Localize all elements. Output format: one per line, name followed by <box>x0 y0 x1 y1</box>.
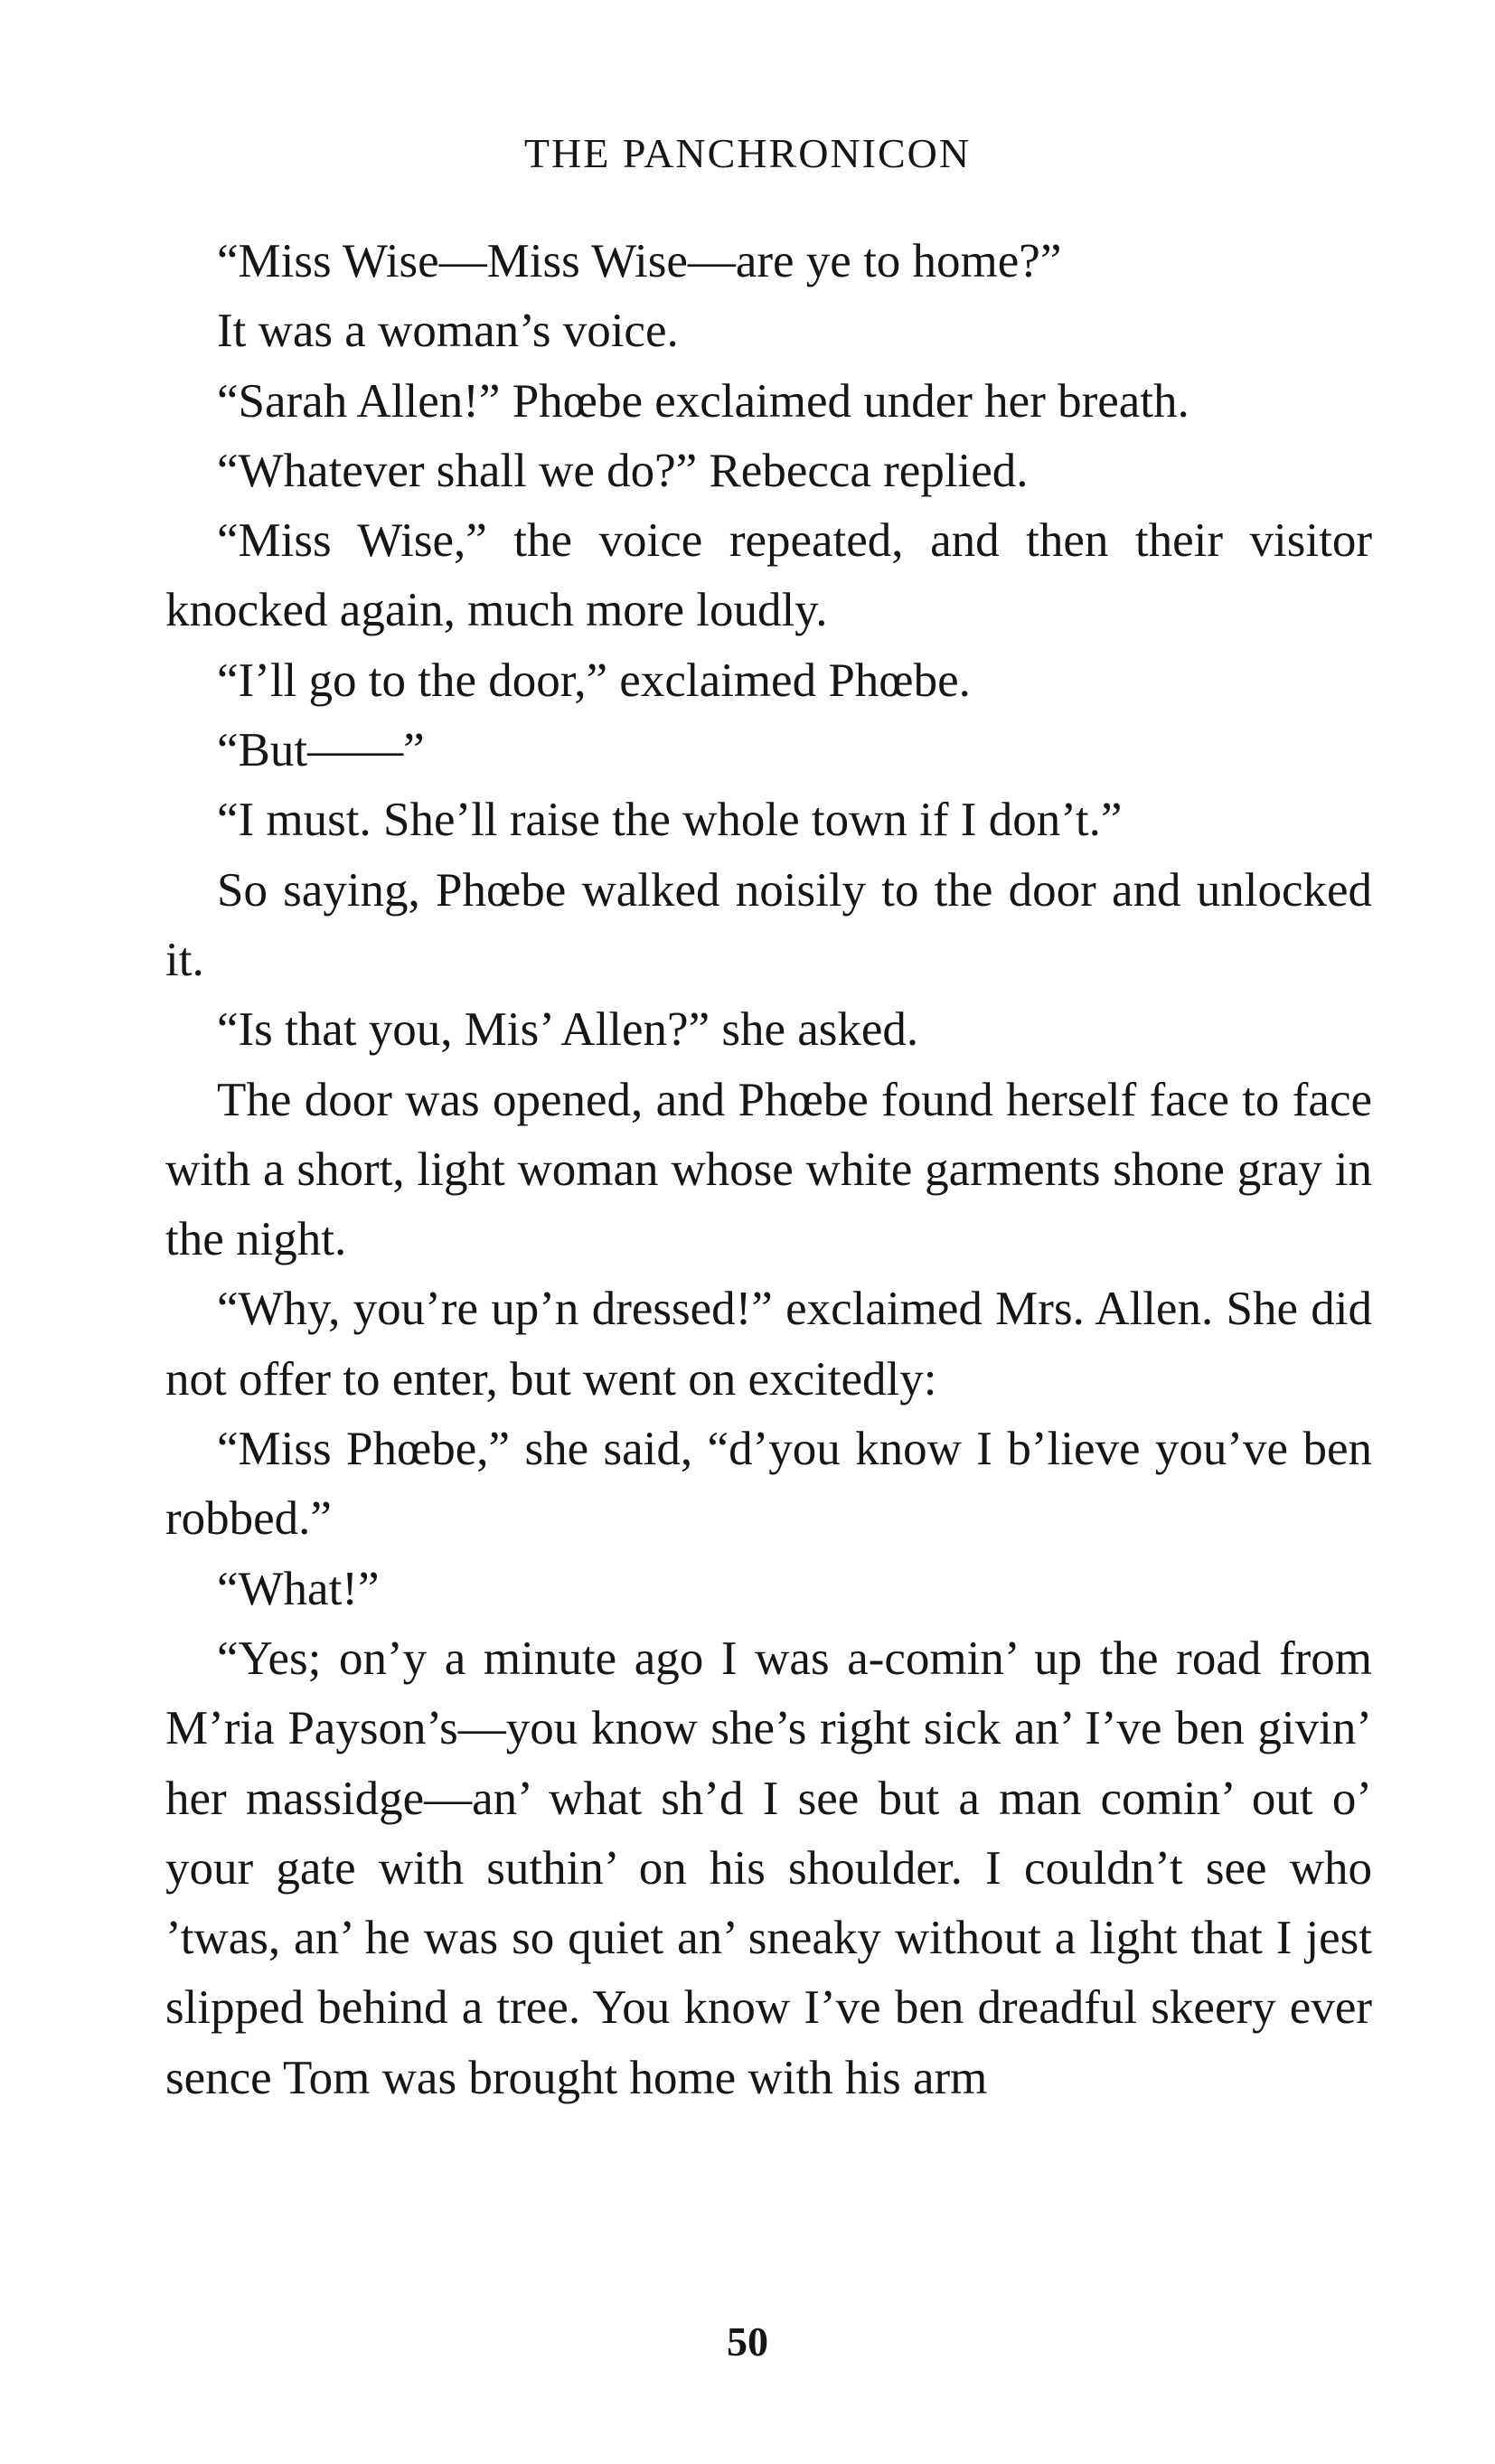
paragraph: “Miss Wise,” the voice repeated, and then their visitor knocked again, much more loudly. <box>165 514 1372 637</box>
paragraph: “Is that you, Mis’ Allen?” she asked. <box>217 1003 919 1057</box>
paragraph: “I’ll go to the door,” exclaimed Phœbe. <box>217 654 971 707</box>
running-head: THE PANCHRONICON <box>523 130 972 176</box>
paragraph: “Miss Phœbe,” she said, “d’you know I b’lieve you’ve ben robbed.” <box>165 1423 1372 1546</box>
paragraph: “Yes; on’y a minute ago I was a-comin’ up the road from M’ria Payson’s—you know she’s right sick an’ I’ve ben givin’ her massidge—an’ what sh’d I see but a man comin’ out o’ your gate with suthin’ on his shoulder. I couldn’t see who ’twas, an’ he was so quiet an’ sneaky without a light that I jest slipped behind a tree. You know I’ve ben dreadful skeery ever sence Tom was brought home with his arm <box>165 1632 1372 2104</box>
paragraph: “What!” <box>217 1562 380 1615</box>
paragraph: The door was opened, and Phœbe found herself face to face with a short, light woman whose white garments shone gray in the night. <box>165 1073 1372 1266</box>
paragraph: “Miss Wise—Miss Wise—are ye to home?” <box>217 235 1062 287</box>
paragraph: “Whatever shall we do?” Rebecca replied. <box>217 444 1029 497</box>
page-number: 50 <box>727 2318 768 2365</box>
paragraph: It was a woman’s voice. <box>217 305 679 358</box>
paragraph: “But——” <box>217 724 425 777</box>
paragraph: “Sarah Allen!” Phœbe exclaimed under her breath. <box>217 374 1189 428</box>
paragraph: “Why, you’re up’n dressed!” exclaimed Mrs. Allen. She did not offer to enter, but went on excitedly: <box>165 1283 1372 1406</box>
paragraph: So saying, Phœbe walked noisily to the door and unlocked it. <box>165 863 1372 986</box>
body-text <box>165 227 1372 2113</box>
paragraph: “I must. She’ll raise the whole town if I don’t.” <box>217 794 1123 847</box>
